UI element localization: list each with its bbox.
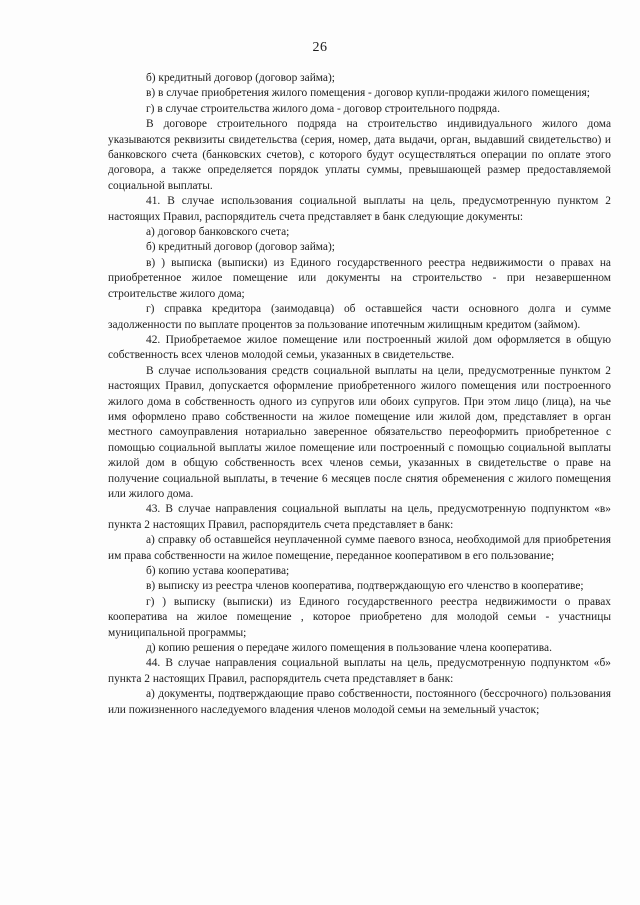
paragraph: б) копию устава кооператива; — [146, 565, 290, 577]
paragraph: в) в случае приобретения жилого помещения - договор купли-продажи жилого помещения; — [146, 87, 590, 100]
paragraph: 42. Приобретаемое жилое помещение или построенный жилой дом оформляется в общую собственность всех членов молодой семьи, указанных в свидетельстве. — [108, 333, 611, 362]
paragraph: д) копию решения о передаче жилого помещения в пользование члена кооператива. — [146, 642, 552, 655]
document-body — [108, 71, 611, 718]
paragraph: 43. В случае направления социальной выплаты на цель, предусмотренную подпунктом «в» пункта 2 настоящих Правил, распорядитель счета представляет в банк: — [108, 503, 611, 531]
paragraph: 44. В случае направления социальной выплаты на цель, предусмотренную подпунктом «б» пункта 2 настоящих Правил, распорядитель счета представляет в банк: — [108, 657, 611, 685]
paragraph: г) в случае строительства жилого дома - договор строительного подряда. — [146, 102, 500, 115]
page-number: 26 — [312, 40, 328, 55]
paragraph: а) справку об оставшейся неуплаченной сумме паевого взноса, необходимой для приобретения им права собственности на жилое помещение, переданное кооперативом в его пользование; — [108, 534, 611, 562]
paragraph: 41. В случае использования социальной выплаты на цель, предусмотренную пунктом 2 настоящих Правил, распорядитель счета представляет в банк следующие документы: — [108, 195, 611, 223]
paragraph: В договоре строительного подряда на строительство индивидуального жилого дома указываются реквизиты свидетельства (серия, номер, дата выдачи, орган, выдавший свидетельство) и банковского счета (банковских счетов), с которого будут осуществляться операции по оплате этого договора, а также определяется порядок уплаты суммы, превышающей размер предоставляемой социальной выплаты. — [108, 118, 611, 192]
paragraph: в) ) выписка (выписки) из Единого государственного реестра недвижимости о правах на приобретенное жилое помещение или документы на строительство - при незавершенном строительстве жилого дома; — [108, 256, 611, 300]
paragraph: б) кредитный договор (договор займа); — [146, 72, 335, 84]
paragraph: б) кредитный договор (договор займа); — [146, 241, 335, 254]
paragraph: г) ) выписку (выписки) из Единого государственного реестра недвижимости о правах кооператива на жилое помещение , которое приобретено для молодой семьи - участницы муниципальной программы; — [108, 595, 611, 639]
paragraph: В случае использования средств социальной выплаты на цели, предусмотренные пунктом 2 настоящих Правил, допускается оформление приобретенного жилого помещения или построенного жилого дома в собственность одного из супругов или обоих супругов. При этом лицо (лица), на чье имя оформлено право собственности на жилое помещение или жилой дом, представляет в орган местного самоуправления нотариально заверенное обязательство переоформить приобретенное с помощью социальной выплаты жилое помещение или построенный с помощью социальной выплаты жилой дом в общую собственность всех членов семьи, указанных в свидетельстве о праве на получение социальной выплаты, в течение 6 месяцев после снятия обременения с жилого помещения или жилого дома. — [108, 364, 611, 500]
paragraph: а) документы, подтверждающие право собственности, постоянного (бессрочного) пользования или пожизненного наследуемого владения членов молодой семьи на земельный участок; — [108, 688, 611, 716]
paragraph: в) выписку из реестра членов кооператива, подтверждающую его членство в кооперативе; — [146, 580, 584, 593]
paragraph: г) справка кредитора (заимодавца) об оставшейся части основного долга и сумме задолженности по выплате процентов за пользование ипотечным жилищным кредитом (займом). — [108, 303, 611, 331]
paragraph: а) договор банковского счета; — [146, 226, 290, 239]
